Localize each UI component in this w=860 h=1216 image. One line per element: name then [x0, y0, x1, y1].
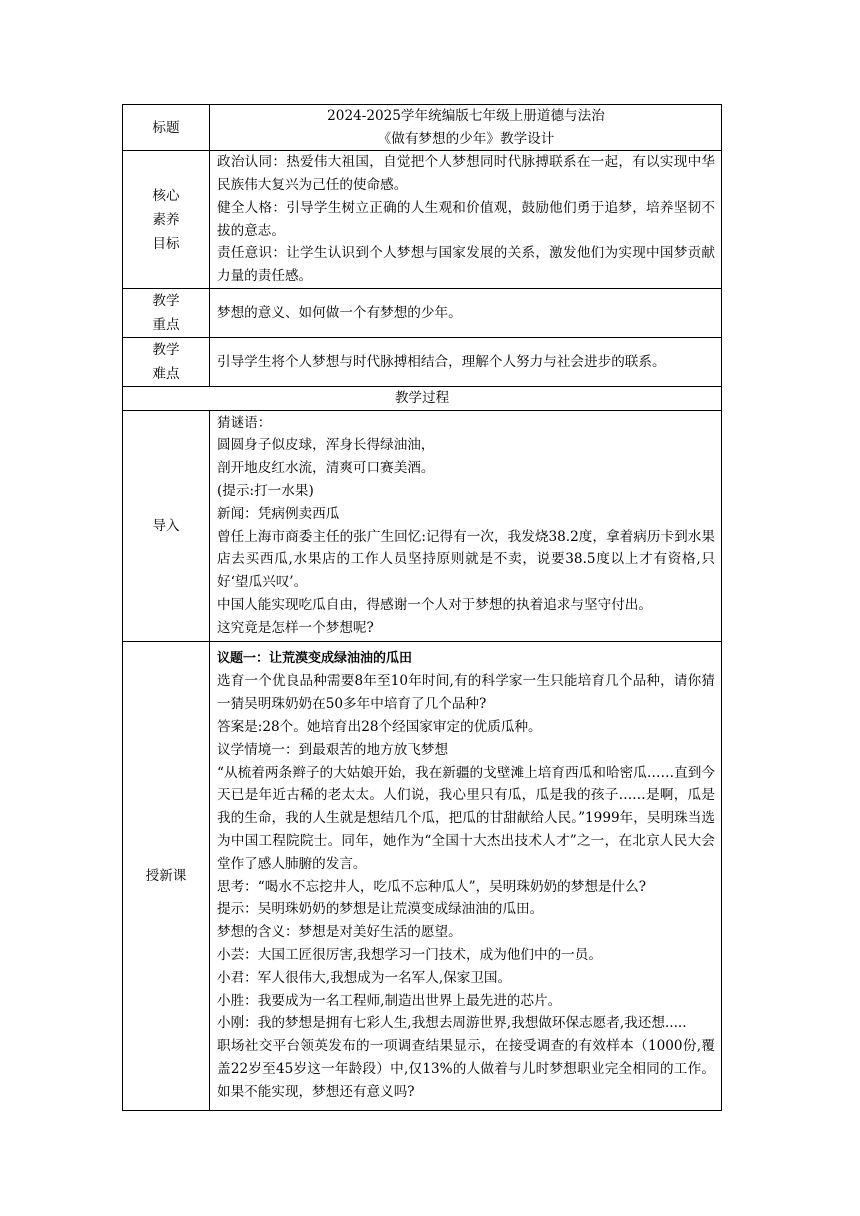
new-lesson-line: 思考：“喝水不忘挖井人，吃瓜不忘种瓜人”，吴明珠奶奶的梦想是什么? — [217, 878, 646, 895]
core-item: 健全人格：引导学生树立正确的人生观和价值观，鼓励他们勇于追梦，培养坚韧不拔的意志。 — [217, 199, 715, 239]
new-lesson-line: 答案是:28个。她培育出28个经国家审定的优质瓜种。 — [217, 718, 542, 735]
focus-cell: 梦想的意义、如何做一个有梦想的少年。 — [210, 288, 722, 337]
new-lesson-line: 选育一个优良品种需要8年至10年时间,有的科学家一生只能培育几个品种，请你猜一猜吴明珠奶奶在50多年中培育了几个品种? — [217, 673, 715, 713]
core-item: 责任意识：让学生认识到个人梦想与国家发展的关系，激发他们为实现中国梦贡献力量的责任感。 — [217, 245, 715, 285]
new-lesson-line: 小刚：我的梦想是拥有七彩人生,我想去周游世界,我想做环保志愿者,我还想..... — [217, 1015, 687, 1032]
process-heading: 教学过程 — [123, 386, 722, 410]
intro-line: 曾任上海市商委主任的张广生回忆:记得有一次，我发烧38.2度，拿着病历卡到水果店去买西瓜,水果店的工作人员坚持原则就是不卖，说要38.5度以上才有资格,只好‘望瓜兴叹’。 — [217, 528, 715, 591]
intro-line: 中国人能实现吃瓜自由，得感谢一个人对于梦想的执着追求与坚守付出。 — [217, 596, 652, 613]
core-label — [123, 151, 210, 289]
title-label: 标题 — [123, 105, 210, 151]
intro-cell — [210, 410, 722, 641]
title-line: 2024-2025学年统编版七年级上册道德与法治 — [327, 108, 605, 124]
process-heading-row — [123, 386, 722, 410]
core-label-line: 目标 — [152, 235, 180, 252]
difficulty-row — [123, 337, 722, 386]
topic-heading: 议题一：让荒漠变成绿油油的瓜田 — [217, 650, 413, 666]
intro-line: 剖开地皮红水流，清爽可口赛美酒。 — [217, 460, 435, 477]
difficulty-label-line: 教学 — [152, 341, 180, 358]
core-label-line: 素养 — [152, 211, 180, 228]
new-lesson-line: 职场社交平台领英发布的一项调查结果显示，在接受调查的有效样本（1000份,覆盖22岁至45岁这一年龄段）中,仅13%的人做着与儿时梦想职业完全相同的工作。如果不能实现，梦想还有意义吗? — [217, 1038, 715, 1100]
focus-label-line: 重点 — [152, 316, 180, 333]
new-lesson-line: 提示：吴明珠奶奶的梦想是让荒漠变成绿油油的瓜田。 — [217, 901, 544, 918]
intro-line: 新闻：凭病例卖西瓜 — [217, 505, 340, 522]
intro-line: 这究竟是怎样一个梦想呢? — [217, 619, 374, 636]
new-lesson-line: 小胜：我要成为一名工程师,制造出世界上最先进的芯片。 — [217, 992, 562, 1009]
new-lesson-line: 小君：军人很伟大,我想成为一名军人,保家卫国。 — [217, 969, 512, 986]
new-lesson-cell — [210, 641, 722, 1110]
core-label-line: 核心 — [152, 187, 180, 204]
focus-label-line: 教学 — [152, 292, 180, 309]
lesson-plan-table — [122, 104, 722, 1111]
new-lesson-label: 授新课 — [123, 641, 210, 1110]
difficulty-cell: 引导学生将个人梦想与时代脉搏相结合，理解个人努力与社会进步的联系。 — [210, 337, 722, 386]
intro-label: 导入 — [123, 410, 210, 641]
intro-line: 猜谜语： — [217, 414, 272, 431]
title-line: 《做有梦想的少年》教学设计 — [377, 130, 555, 147]
new-lesson-line: 小芸：大国工匠很厉害,我想学习一门技术，成为他们中的一员。 — [217, 946, 602, 963]
core-item: 政治认同：热爱伟大祖国，自觉把个人梦想同时代脉搏联系在一起，有以实现中华民族伟大复兴为己任的使命感。 — [217, 154, 715, 193]
new-lesson-line: 梦想的含义：梦想是对美好生活的愿望。 — [217, 924, 462, 941]
title-row — [123, 105, 722, 151]
core-row — [123, 151, 722, 289]
new-lesson-line: “从梳着两条辫子的大姑娘开始，我在新疆的戈壁滩上培育西瓜和哈密瓜……直到今天已是年近古稀的老太太。人们说，我心里只有瓜，瓜是我的孩子……是啊，瓜是我的生命，我的人生就是想结几个瓜，把瓜的甘甜献给人民。”1999年，吴明珠当选为中国工程院院士。同年，她作为“全国十大杰出技术人才”之一，在北京人民大会堂作了感人肺腑的发言。 — [217, 764, 715, 872]
focus-label — [123, 288, 210, 337]
focus-row — [123, 288, 722, 337]
difficulty-label — [123, 337, 210, 386]
intro-line: (提示:打一水果) — [217, 482, 314, 499]
difficulty-label-line: 难点 — [152, 365, 180, 382]
new-lesson-line: 议学情境一：到最艰苦的地方放飞梦想 — [217, 741, 449, 758]
intro-line: 圆圆身子似皮球，浑身长得绿油油， — [217, 437, 435, 454]
intro-row — [123, 410, 722, 641]
core-cell — [210, 151, 722, 289]
title-cell — [210, 105, 722, 151]
new-lesson-row — [123, 641, 722, 1110]
